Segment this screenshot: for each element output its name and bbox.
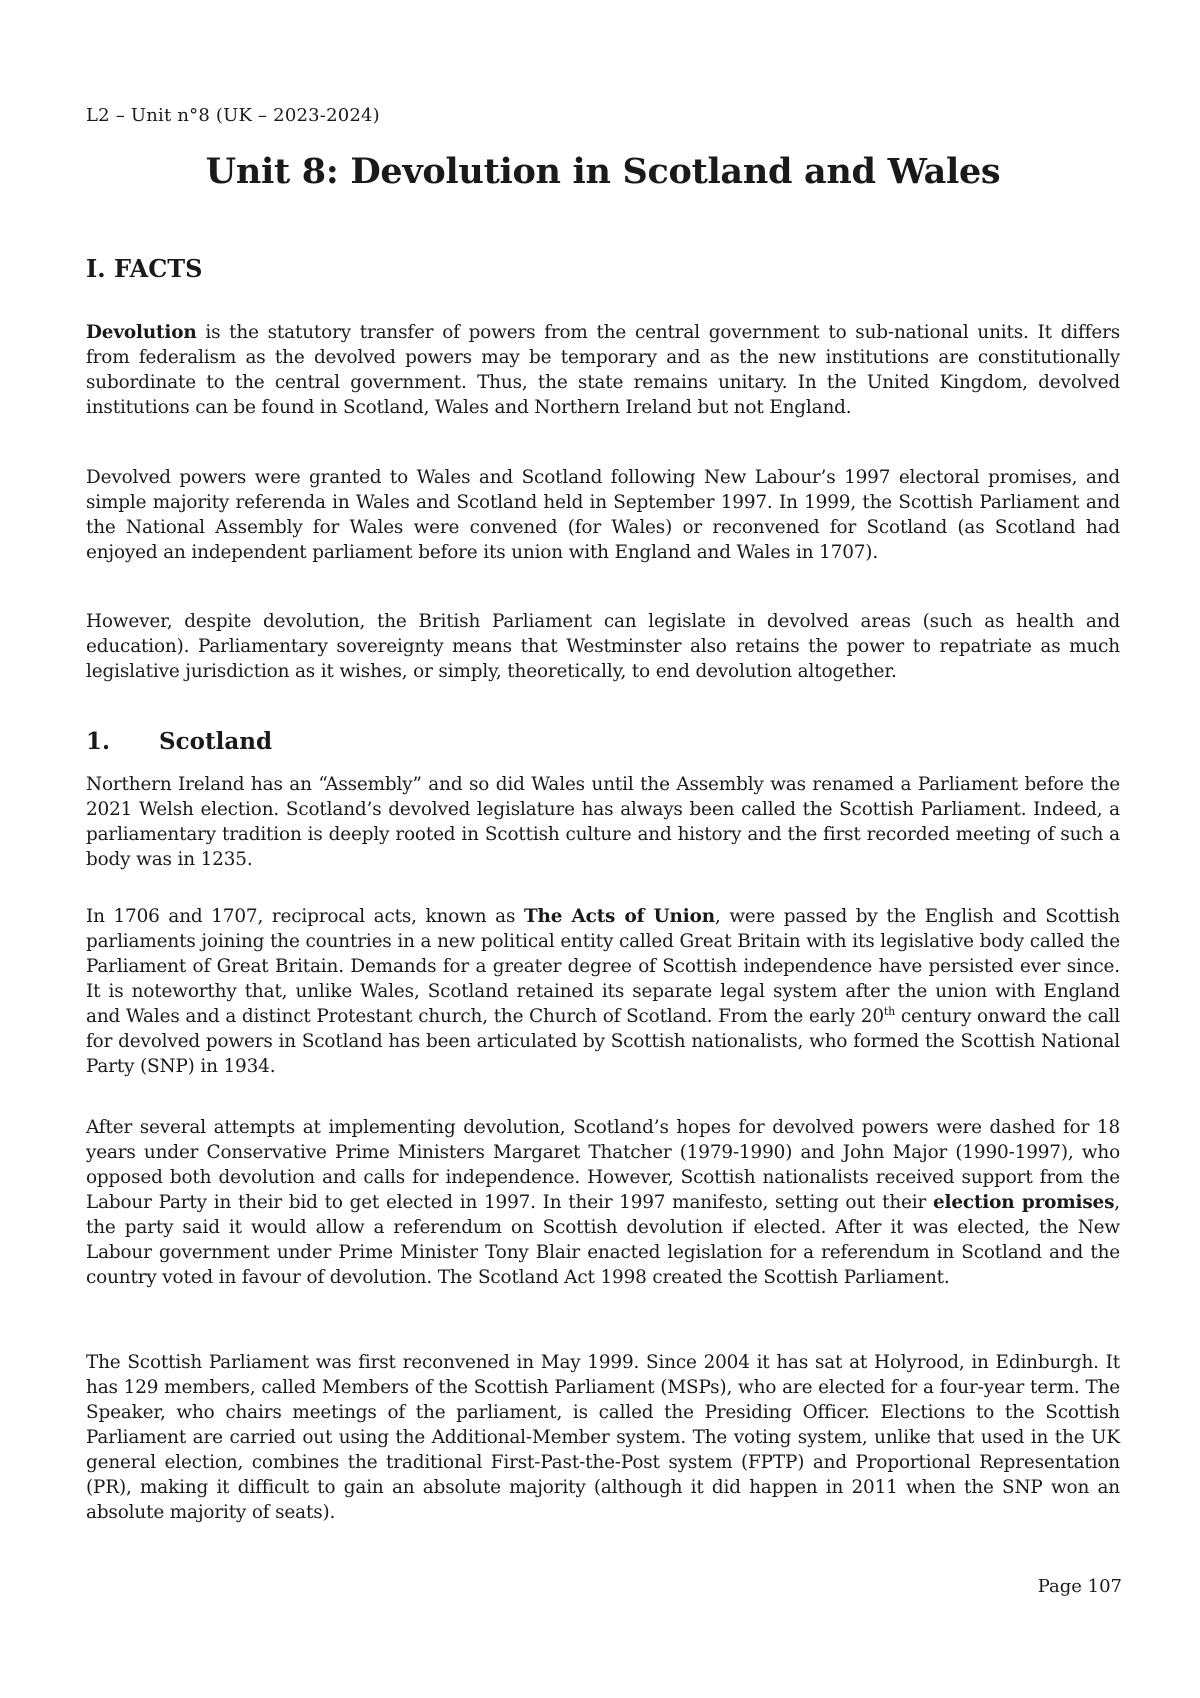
page-title: Unit 8: Devolution in Scotland and Wales: [205, 151, 1001, 192]
ordinal-suffix: th: [883, 1004, 896, 1018]
paragraph-devolution-definition: [86, 320, 1120, 420]
paragraph-text: century onward the call for devolved powers in Scotland has been articulated by Scottish nationalists, who formed the Scottish National Party (SNP) in 1934.: [86, 1006, 1120, 1077]
paragraph-text: , the party said it would allow a referendum on Scottish devolution if elected. After it was elected, the New Labour government under Prime Minister Tony Blair enacted legislation for a referendum in Scotland and the country voted in favour of devolution. The Scotland Act 1998 created the Scottish Parliament.: [86, 1192, 1120, 1288]
term-acts-of-union: The Acts of Union: [523, 906, 715, 927]
paragraph-acts-of-union: [86, 904, 1120, 1079]
subsection-title: Scotland: [159, 728, 273, 755]
term-devolution: Devolution: [86, 322, 197, 343]
subsection-heading-scotland: [86, 727, 272, 757]
page-number: Page 107: [1037, 1576, 1122, 1597]
subsection-number: 1.: [86, 728, 111, 755]
paragraph-devolved-powers: Devolved powers were granted to Wales and Scotland following New Labour’s 1997 electoral promises, and simple majority referenda in Wales and Scotland held in September 1997. In 1999, the Scottish Parliament and the National Assembly for Wales were convened (for Wales) or reconvened for Scotland (as Scotland had enjoyed an independent parliament before its union with England and Wales in 1707).: [86, 467, 1120, 563]
paragraph-text: is the statutory transfer of powers from the central government to sub-national units. It differs from federalism as the devolved powers may be temporary and as the new institutions are constitutionally subordinate to the central government. Thus, the state remains unitary. In the United Kingdom, devolved institutions can be found in Scotland, Wales and Northern Ireland but not England.: [86, 322, 1120, 418]
paragraph-parliamentary-sovereignty: However, despite devolution, the British Parliament can legislate in devolved areas (such as health and education). Parliamentary sovereignty means that Westminster also retains the power to repatriate as much legislative jurisdiction as it wishes, or simply, theoretically, to end devolution altogether.: [86, 611, 1120, 682]
paragraph-scottish-parliament-name: Northern Ireland has an “Assembly” and so did Wales until the Assembly was renamed a Parliament before the 2021 Welsh election. Scotland’s devolved legislature has always been called the Scottish Parliament. Indeed, a parliamentary tradition is deeply rooted in Scottish culture and history and the first recorded meeting of such a body was in 1235.: [86, 774, 1120, 870]
paragraph-scottish-parliament-reconvened: The Scottish Parliament was first reconvened in May 1999. Since 2004 it has sat at Holyrood, in Edinburgh. It has 129 members, called Members of the Scottish Parliament (MSPs), who are elected for a four-year term. The Speaker, who chairs meetings of the parliament, is called the Presiding Officer. Elections to the Scottish Parliament are carried out using the Additional-Member system. The voting system, unlike that used in the UK general election, combines the traditional First-Past-the-Post system (FPTP) and Proportional Representation (PR), making it difficult to gain an absolute majority (although it did happen in 2011 when the SNP won an absolute majority of seats).: [86, 1352, 1120, 1523]
paragraph-text: In 1706 and 1707, reciprocal acts, known as: [86, 906, 524, 927]
paragraph-election-promises: [86, 1115, 1120, 1290]
paragraph-text: After several attempts at implementing devolution, Scotland’s hopes for devolved powers were dashed for 18 years under Conservative Prime Ministers Margaret Thatcher (1979-1990) and John Major (1990-1997), who opposed both devolution and calls for independence. However, Scottish nationalists received support from the Labour Party in their bid to get elected in 1997. In their 1997 manifesto, setting out their: [86, 1117, 1120, 1213]
paragraph-text: , were passed by the English and Scottish parliaments joining the countries in a new political entity called Great Britain with its legislative body called the Parliament of Great Britain. Demands for a greater degree of Scottish independence have persisted ever since. It is noteworthy that, unlike Wales, Scotland retained its separate legal system after the union with England and Wales and a distinct Protestant church, the Church of Scotland. From the early 20: [86, 906, 1120, 1027]
course-header: L2 – Unit n°8 (UK – 2023-2024): [86, 105, 380, 126]
term-election-promises: election promises: [932, 1192, 1115, 1213]
section-heading-facts: I. FACTS: [86, 254, 203, 283]
